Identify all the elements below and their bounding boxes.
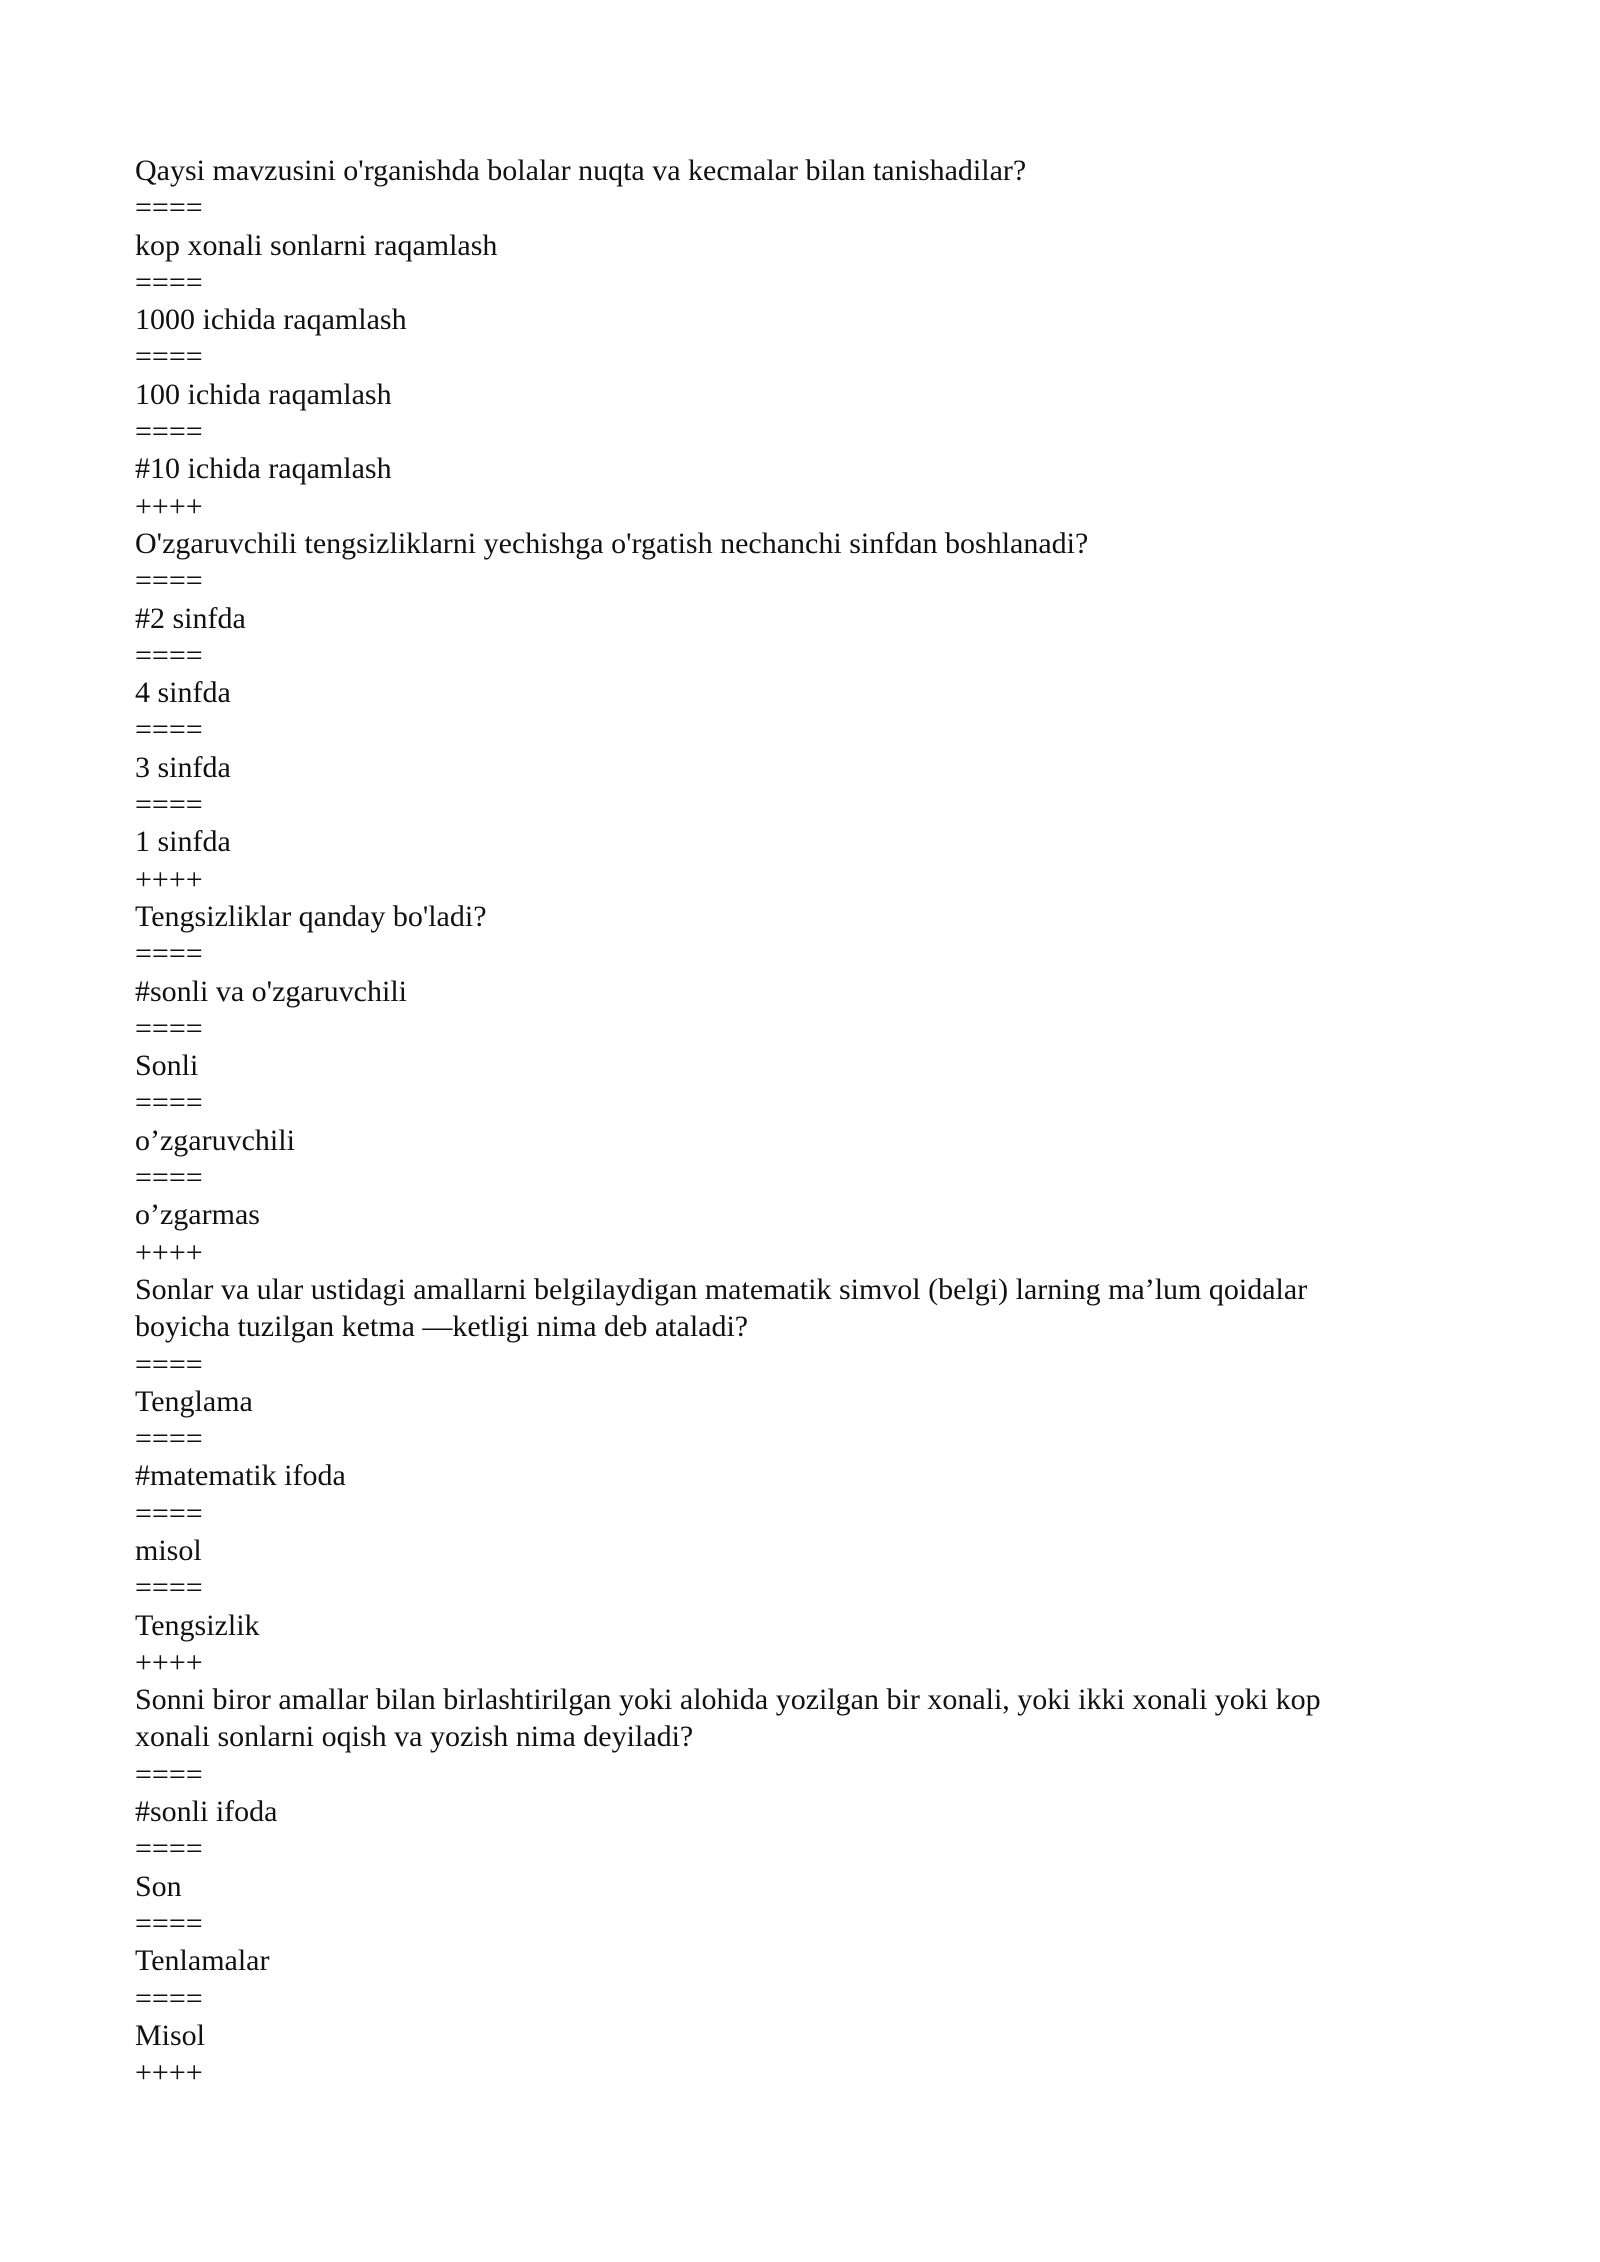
answer-option: 1 sinfda: [135, 825, 231, 859]
answer-option: o’zgarmas: [135, 1198, 260, 1232]
question-end-marker: ++++: [135, 1235, 203, 1269]
separator: ====: [135, 937, 203, 971]
separator: ====: [135, 1011, 203, 1045]
separator: ====: [135, 1757, 203, 1791]
separator: ====: [135, 1422, 203, 1456]
separator: ====: [135, 1496, 203, 1530]
question-end-marker: ++++: [135, 1645, 203, 1679]
separator: ====: [135, 1832, 203, 1866]
answer-option-correct: #sonli ifoda: [135, 1795, 278, 1829]
answer-option: Son: [135, 1869, 182, 1903]
separator: ====: [135, 564, 203, 598]
question-5-text-line-2: xonali sonlarni oqish va yozish nima deyiladi?: [135, 1720, 694, 1754]
answer-option: 3 sinfda: [135, 750, 231, 784]
answer-option-correct: #matematik ifoda: [135, 1459, 346, 1493]
separator: ====: [135, 1981, 203, 2015]
question-4-text-line-1: Sonlar va ular ustidagi amallarni belgilaydigan matematik simvol (belgi) larning ma’lum qoidalar: [135, 1272, 1308, 1306]
answer-option: 4 sinfda: [135, 676, 231, 710]
separator: ====: [135, 788, 203, 822]
question-4-text-line-2: boyicha tuzilgan ketma —ketligi nima deb ataladi?: [135, 1310, 749, 1344]
separator: ====: [135, 1906, 203, 1940]
separator: ====: [135, 415, 203, 449]
answer-option: Tenglama: [135, 1384, 253, 1418]
answer-option: 1000 ichida raqamlash: [135, 303, 407, 337]
answer-option-correct: #2 sinfda: [135, 601, 246, 635]
question-1-text: Qaysi mavzusini o'rganishda bolalar nuqta va kecmalar bilan tanishadilar?: [135, 154, 1027, 187]
answer-option: Misol: [135, 2018, 206, 2052]
separator: ====: [135, 340, 203, 374]
separator: ====: [135, 191, 203, 225]
separator: ====: [135, 713, 203, 747]
question-end-marker: ++++: [135, 489, 203, 523]
answer-option: Sonli: [135, 1049, 199, 1083]
answer-option: 100 ichida raqamlash: [135, 377, 392, 411]
separator: ====: [135, 1571, 203, 1605]
separator: ====: [135, 1347, 203, 1381]
document-page: [135, 152, 1465, 2091]
separator: ====: [135, 265, 203, 299]
separator: ====: [135, 1086, 203, 1120]
separator: ====: [135, 1161, 203, 1195]
question-end-marker: ++++: [135, 862, 203, 896]
separator: ====: [135, 638, 203, 672]
answer-option: kop xonali sonlarni raqamlash: [135, 228, 498, 262]
answer-option-correct: #sonli va o'zgaruvchili: [135, 974, 408, 1008]
question-2-text: O'zgaruvchili tengsizliklarni yechishga o'rgatish nechanchi sinfdan boshlanadi?: [135, 526, 1089, 560]
answer-option: misol: [135, 1533, 202, 1567]
question-end-marker: ++++: [135, 2056, 203, 2090]
question-3-text: Tengsizliklar qanday bo'ladi?: [135, 899, 487, 933]
question-5-text-line-1: Sonni biror amallar bilan birlashtirilgan yoki alohida yozilgan bir xonali, yoki ikki xonali yoki kop: [135, 1683, 1321, 1717]
answer-option: Tenlamalar: [135, 1944, 270, 1978]
answer-option: Tengsizlik: [135, 1608, 260, 1642]
answer-option-correct: #10 ichida raqamlash: [135, 452, 392, 486]
answer-option: o’zgaruvchili: [135, 1123, 295, 1157]
